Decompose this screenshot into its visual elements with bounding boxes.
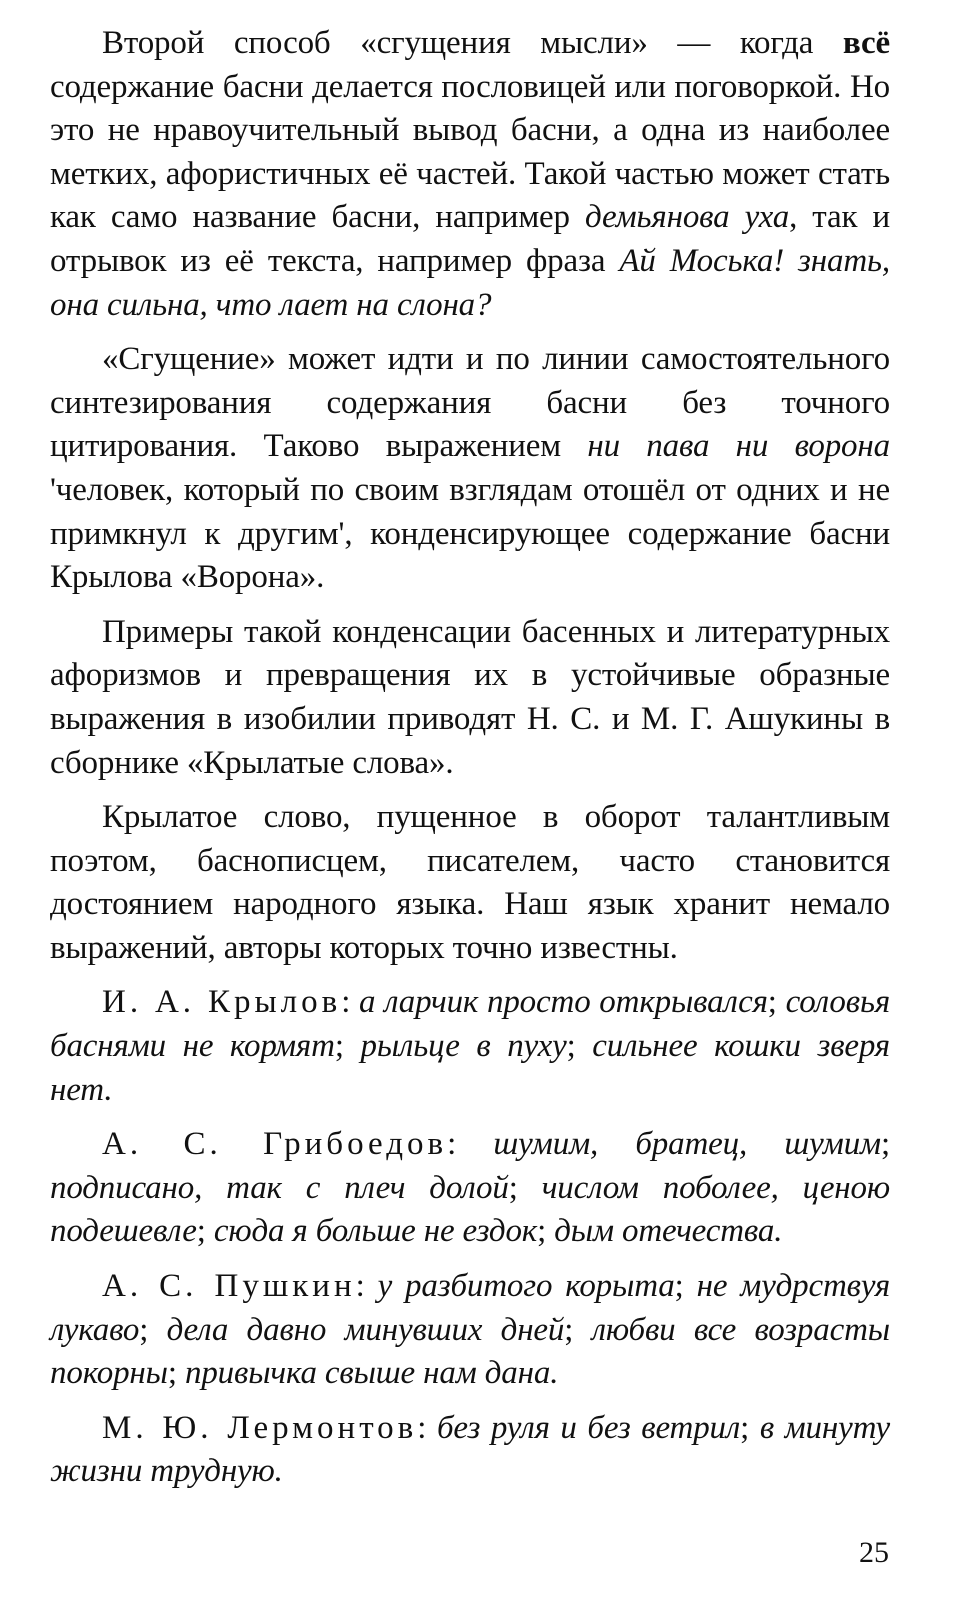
text-segment: ; (740, 1409, 760, 1446)
author-name: М. Ю. Лермонтов (102, 1409, 418, 1446)
text-segment: : (447, 1126, 494, 1163)
author-name: И. А. Крылов (102, 984, 342, 1021)
text-segment: Второй способ «сгущения мысли» — когда (102, 25, 843, 61)
text-segment: : (355, 1268, 378, 1305)
quote-segment: шумим, братец, шумим (493, 1126, 881, 1163)
paragraph-pushkin-quotes (50, 1265, 890, 1396)
text-segment: ; (566, 1028, 593, 1065)
quote-segment: сюда я больше не ездок (213, 1213, 538, 1250)
quote-segment: числом поболее, ценою подешевле (50, 1169, 890, 1250)
quote-segment: Ай Моська! знать, она сильна, что лает на слона? (50, 242, 890, 323)
text-segment: ; (564, 1311, 592, 1348)
quote-segment: не мудрствуя лукаво (50, 1268, 891, 1348)
author-name: А. С. Пушкин (102, 1268, 356, 1305)
quote-segment: демьянова уха (585, 199, 790, 236)
paragraph-griboedov-quotes (50, 1123, 890, 1254)
quote-segment: рыльце в пуху (360, 1028, 567, 1065)
paragraph-winged-words (50, 796, 890, 970)
quote-segment: в минуту жизни трудную. (50, 1409, 890, 1490)
quote-segment: соловья баснями не кормят (50, 984, 891, 1065)
text-segment: ; (196, 1213, 214, 1250)
text-segment: ; (767, 984, 786, 1021)
text-segment: , так и отрывок из её текста, например фраза (50, 199, 890, 279)
document-page (50, 22, 890, 1505)
quote-segment: любви все возрасты покорны (50, 1311, 890, 1392)
page-number: 25 (859, 1536, 889, 1569)
paragraph-lermontov-quotes (50, 1407, 890, 1494)
quote-segment: дела давно минувших дней (166, 1311, 565, 1348)
text-segment: содержание басни делается пословицей или поговоркой. Но это не нравоучительный вывод басни, а одна из наиболее метких, афористичных её частей. Такой частью может стать как само название басни, например (50, 68, 890, 236)
quote-segment: подписано, так с плеч долой (50, 1169, 509, 1206)
quote-segment: без руля и без ветрил (436, 1409, 741, 1446)
quote-segment: у разбитого корыта (377, 1268, 675, 1305)
text-segment: ; (167, 1355, 185, 1392)
text-segment: : (341, 984, 359, 1021)
quote-segment: ни пава ни ворона (587, 428, 890, 465)
text-segment: ; (537, 1213, 555, 1250)
text-segment: ; (508, 1169, 542, 1206)
author-name: А. С. Грибоедов (102, 1126, 448, 1163)
text-segment: ; (880, 1126, 891, 1163)
text-segment: «Сгущение» может идти и по линии самостоятельного синтезирования содержания басни без точного цитирования. Таково выражением (50, 341, 890, 465)
text-segment: ; (139, 1311, 167, 1348)
text-segment: 'человек, который по своим взглядам отошёл от одних и не примкнул к другим', конденсирующее содержание басни Крылова «Ворона». (50, 471, 890, 596)
text-segment: Примеры такой конденсации басенных и литературных афоризмов и превращения их в устойчивые образные выражения в изобилии приводят Н. С. и М. Г. Ашукины в сборнике «Крылатые слова». (50, 613, 890, 781)
text-segment: : (417, 1409, 437, 1446)
text-segment: ; (334, 1028, 361, 1065)
emphasis-segment: всё (842, 25, 890, 61)
paragraph-ashukin-examples (50, 611, 890, 785)
quote-segment: а ларчик просто открывался (358, 984, 768, 1021)
paragraph-condensation-synthesis (50, 338, 890, 600)
quote-segment: дым отечества. (554, 1213, 783, 1250)
quote-segment: сильнее кошки зверя нет. (50, 1028, 890, 1108)
text-segment: ; (674, 1268, 697, 1305)
paragraph-krylov-quotes (50, 981, 890, 1112)
paragraph-fable-condensation (50, 22, 890, 327)
quote-segment: привычка свыше нам дана. (184, 1355, 559, 1392)
text-segment: Крылатое слово, пущенное в оборот талантливым поэтом, баснописцем, писателем, часто становится достоянием народного языка. Наш язык хранит немало выражений, авторы которых точно известны. (50, 799, 890, 966)
